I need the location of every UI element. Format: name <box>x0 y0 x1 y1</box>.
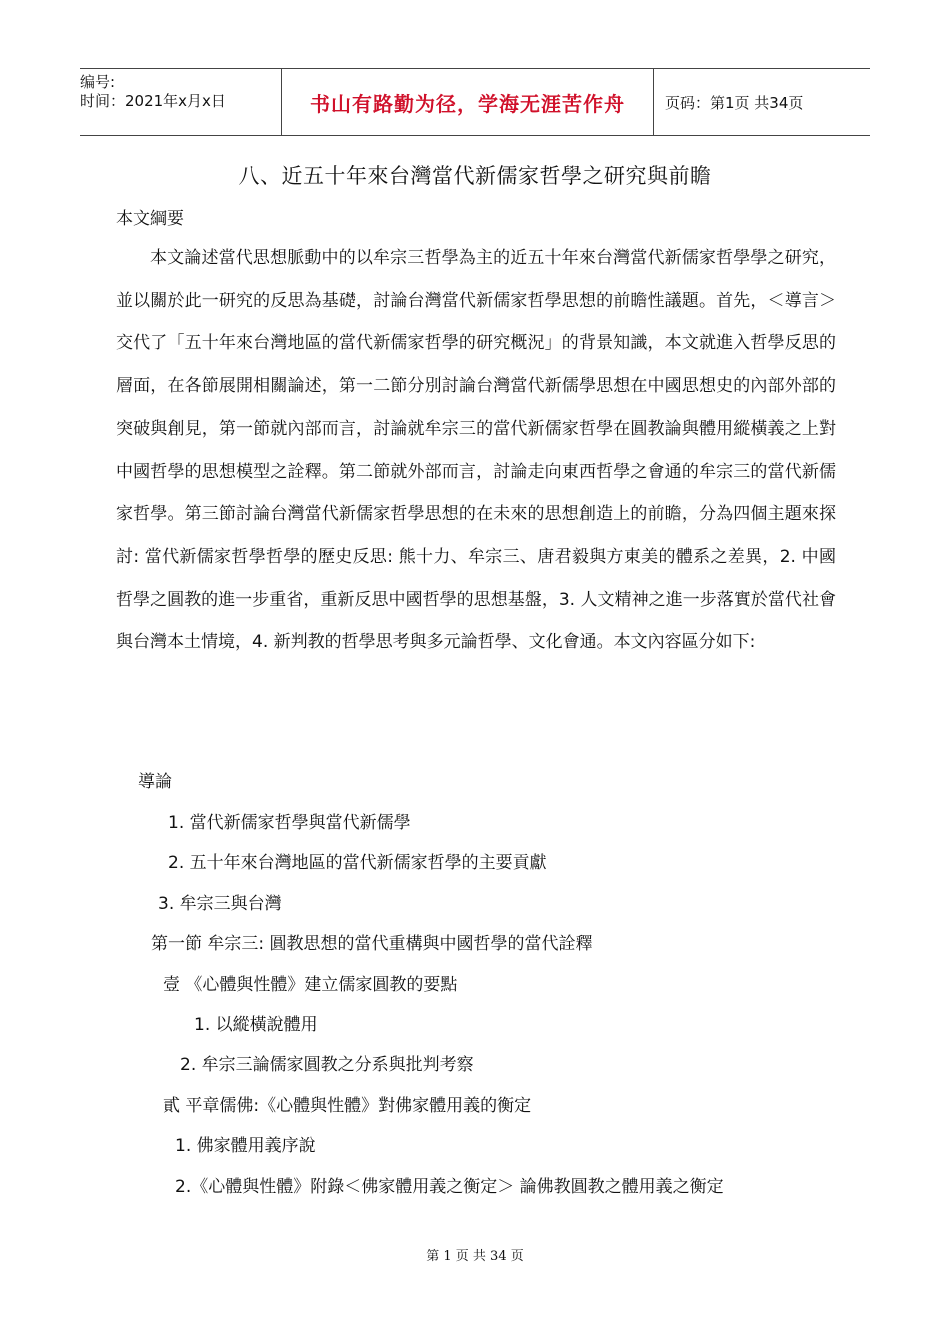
document-date: 时间：2021年x月x日 <box>80 92 226 110</box>
toc-item: 貳 平章儒佛:《心體與性體》對佛家體用義的衡定 <box>163 1096 532 1116</box>
toc-item: 2. 五十年來台灣地區的當代新儒家哲學的主要貢獻 <box>168 853 547 873</box>
toc-item: 1. 當代新儒家哲學與當代新儒學 <box>168 813 411 833</box>
abstract-paragraph: 本文論述當代思想脈動中的以牟宗三哲學為主的近五十年來台灣當代新儒家哲學學之研究，並以關於此一研究的反思為基礎，討論台灣當代新儒家哲學思想的前瞻性議題。首先，＜導言＞交代了「五十年來台灣地區的當代新儒家哲學的研究概況」的背景知識，本文就進入哲學反思的層面，在各節展開相關論述，第一二節分別討論台灣當代新儒學思想在中國思想史的內部外部的突破與創見，第一節就內部而言，討論就牟宗三的當代新儒家哲學在圓教論與體用縱橫義之上對中國哲學的思想模型之詮釋。第二節就外部而言，討論走向東西哲學之會通的牟宗三的當代新儒家哲學。第三節討論台灣當代新儒家哲學思想的在未來的思想創造上的前瞻，分為四個主題來探討: 當代新儒家哲學哲學的歷史反思: 熊十力、牟宗三、唐君毅與方東美的體系之差異，2. 中國哲學之圓教的進一步重省，重新反思中國哲學的思想基盤，3. 人文精神之進一步落實於當代社會與台灣本土情境，4. 新判教的哲學思考與多元論哲學、文化會通。本文內容區分如下: <box>116 248 836 653</box>
toc-item: 1. 以縱橫說體用 <box>194 1015 318 1035</box>
abstract-body <box>116 237 836 664</box>
page-footer: 第 1 页 共 34 页 <box>426 1249 524 1264</box>
header-page-number: 页码：第1页 共34页 <box>665 93 804 112</box>
toc-item: 1. 佛家體用義序說 <box>175 1136 316 1156</box>
toc-item: 2.《心體與性體》附錄＜佛家體用義之衡定＞ 論佛教圓教之體用義之衡定 <box>175 1177 724 1197</box>
toc-item: 導論 <box>138 772 172 792</box>
toc-item: 壹 《心體與性體》建立儒家圓教的要點 <box>163 975 458 995</box>
abstract-heading: 本文綱要 <box>116 209 184 229</box>
page-header <box>80 68 870 136</box>
toc-item: 第一節 牟宗三: 圓教思想的當代重構與中國哲學的當代詮釋 <box>151 934 593 954</box>
document-number-label: 编号: <box>80 73 116 91</box>
toc-item: 3. 牟宗三與台灣 <box>158 894 282 914</box>
header-motto: 书山有路勤为径，学海无涯苦作舟 <box>281 69 654 135</box>
header-left-cell <box>80 69 281 135</box>
document-title: 八、近五十年來台灣當代新儒家哲學之研究與前瞻 <box>238 164 712 188</box>
toc-item: 2. 牟宗三論儒家圓教之分系與批判考察 <box>180 1055 474 1075</box>
